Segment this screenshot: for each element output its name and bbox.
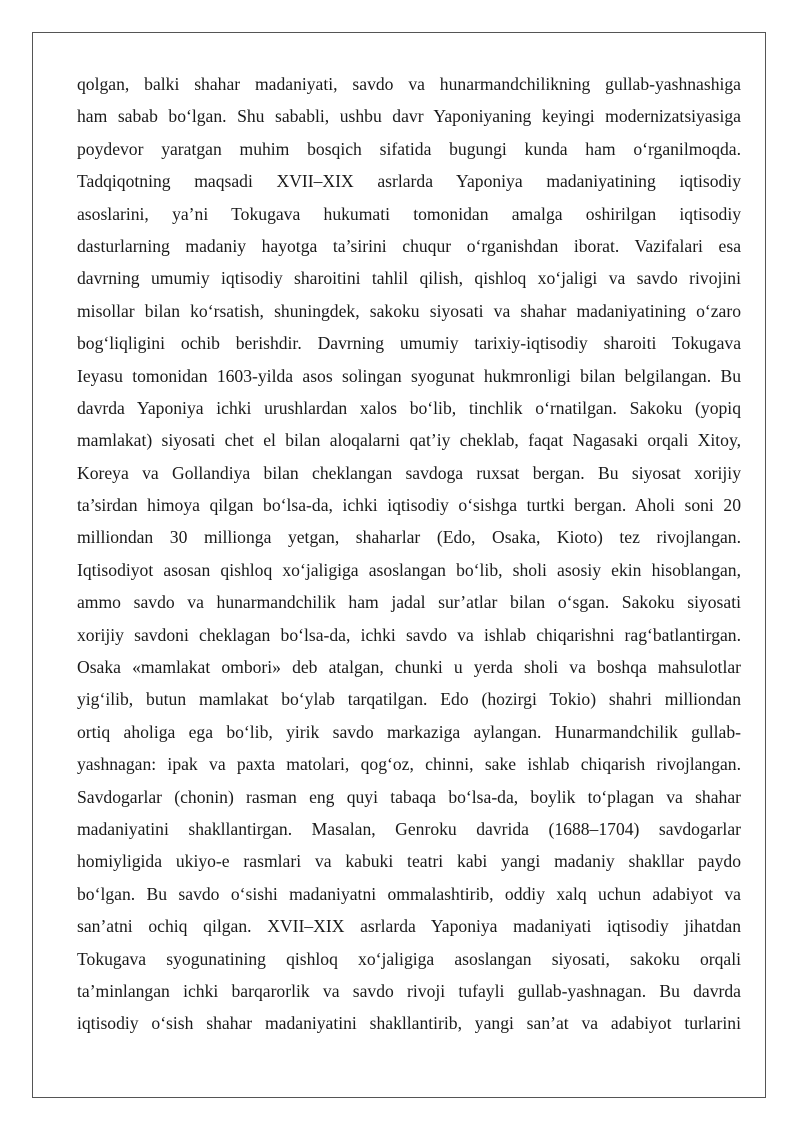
document-body [77,68,741,1040]
text-line: madaniyatini shakllantirgan. Masalan, Genroku davrida (1688–1704) savdogarlar [77,818,741,839]
text-line: iqtisodiy o‘sish shahar madaniyatini shakllantirib, yangi san’at va adabiyot turlarini [77,1013,741,1034]
text-line: Osaka «mamlakat ombori» deb atalgan, chunki u yerda sholi va boshqa mahsulotlar [77,657,741,678]
text-line: mamlakat) siyosati chet el bilan aloqalarni qat’iy cheklab, faqat Nagasaki orqali Xitoy, [77,430,741,451]
text-line: homiyligida ukiyo-e rasmlari va kabuki teatri kabi yangi madaniy shakllar paydo [77,851,741,872]
text-line: yig‘ilib, butun mamlakat bo‘ylab tarqatilgan. Edo (hozirgi Tokio) shahri milliondan [77,689,741,710]
text-line: ham sabab bo‘lgan. Shu sababli, ushbu davr Yaponiyaning keyingi modernizatsiyasiga [77,106,741,127]
text-line: poydevor yaratgan muhim bosqich sifatida bugungi kunda ham o‘rganilmoqda. [77,138,741,159]
text-line: ta’minlangan ichki barqarorlik va savdo rivoji tufayli gullab-yashnagan. Bu davrda [77,980,741,1001]
text-line: bog‘liqligini ochib berishdir. Davrning umumiy tarixiy-iqtisodiy sharoiti Tokugava [77,333,741,354]
text-line: davrda Yaponiya ichki urushlardan xalos bo‘lib, tinchlik o‘rnatilgan. Sakoku (yopiq [77,397,741,418]
text-line: Tokugava syogunatining qishloq xo‘jaligiga asoslangan siyosati, sakoku orqali [77,948,741,969]
text-line: qolgan, balki shahar madaniyati, savdo va hunarmandchilikning gullab-yashnashiga [77,74,741,94]
text-line: Tadqiqotning maqsadi XVII–XIX asrlarda Yaponiya madaniyatining iqtisodiy [77,171,741,192]
text-line: yashnagan: ipak va paxta matolari, qog‘oz, chinni, sake ishlab chiqarish rivojlangan. [77,754,741,775]
text-line: Iqtisodiyot asosan qishloq xo‘jaligiga asoslangan bo‘lib, sholi asosiy ekin hisoblangan, [77,559,741,580]
text-line: ta’sirdan himoya qilgan bo‘lsa-da, ichki iqtisodiy o‘sishga turtki bergan. Aholi soni 20 [77,495,741,516]
text-line: bo‘lgan. Bu savdo o‘sishi madaniyatni ommalashtirib, oddiy xalq uchun adabiyot va [77,883,741,904]
text-line: misollar bilan ko‘rsatish, shuningdek, sakoku siyosati va shahar madaniyatining o‘zaro [77,300,741,321]
text-line: xorijiy savdoni cheklagan bo‘lsa-da, ichki savdo va ishlab chiqarishni rag‘batlantirgan. [77,624,741,645]
text-line: asoslarini, ya’ni Tokugava hukumati tomonidan amalga oshirilgan iqtisodiy [77,203,741,224]
text-line: ammo savdo va hunarmandchilik ham jadal sur’atlar bilan o‘sgan. Sakoku siyosati [77,592,741,613]
text-line: dasturlarning madaniy hayotga ta’sirini chuqur o‘rganishdan iborat. Vazifalari esa [77,235,741,256]
text-line: milliondan 30 millionga yetgan, shaharlar (Edo, Osaka, Kioto) tez rivojlangan. [77,527,741,548]
text-line: Ieyasu tomonidan 1603-yilda asos solingan syogunat hukmronligi bilan belgilangan. Bu [77,365,741,386]
text-line: davrning umumiy iqtisodiy sharoitini tahlil qilish, qishloq xo‘jaligi va savdo rivojini [77,268,741,289]
text-line: Koreya va Gollandiya bilan cheklangan savdoga ruxsat bergan. Bu siyosat xorijiy [77,462,741,483]
text-line: ortiq aholiga ega bo‘lib, yirik savdo markaziga aylangan. Hunarmandchilik gullab- [77,721,741,742]
text-line: Savdogarlar (chonin) rasman eng quyi tabaqa bo‘lsa-da, boylik to‘plagan va shahar [77,786,741,807]
text-line: san’atni ochiq qilgan. XVII–XIX asrlarda Yaponiya madaniyati iqtisodiy jihatdan [77,916,741,937]
